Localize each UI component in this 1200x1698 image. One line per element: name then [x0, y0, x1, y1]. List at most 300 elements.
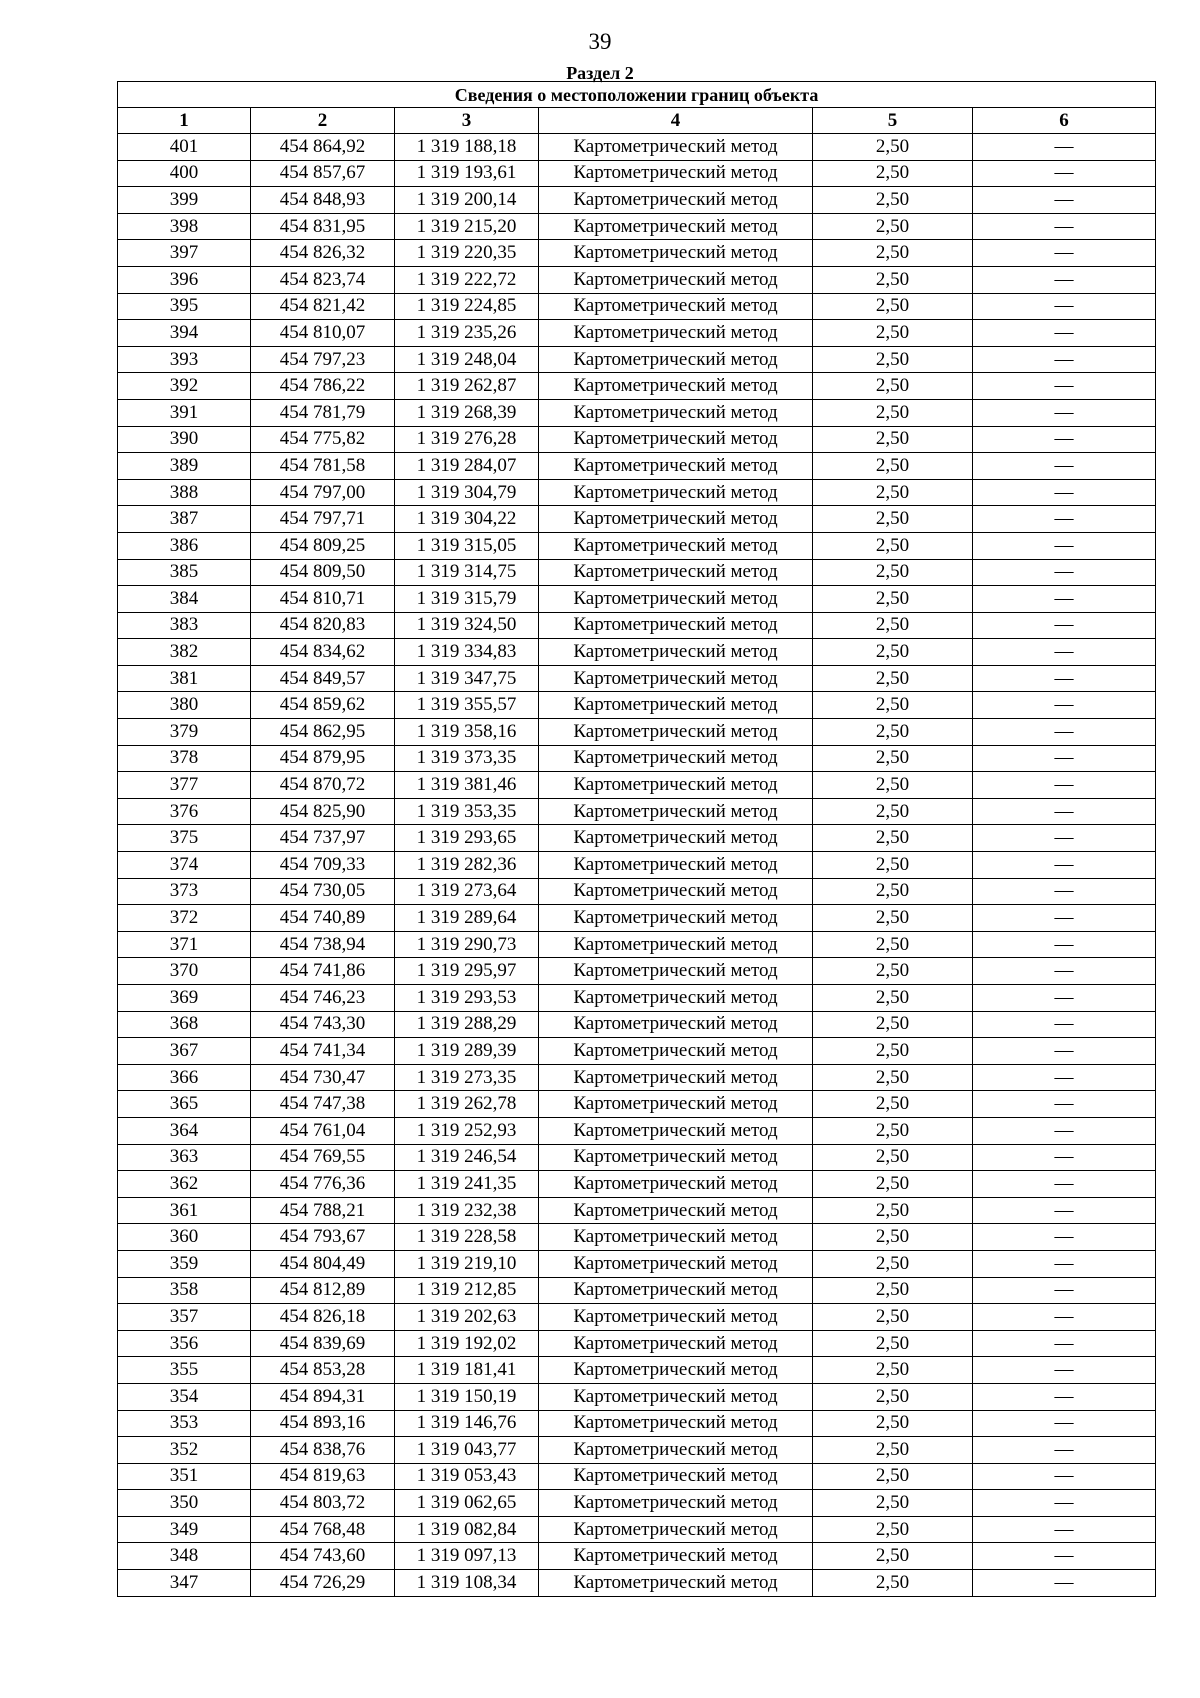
- point-number-cell: 391: [118, 399, 251, 426]
- point-number-cell: 375: [118, 825, 251, 852]
- description-cell: —: [973, 586, 1156, 613]
- y-coordinate-cell: 1 319 334,83: [395, 639, 539, 666]
- method-cell: Картометрический метод: [539, 692, 813, 719]
- table-row: [118, 745, 1156, 772]
- point-number-cell: 396: [118, 266, 251, 293]
- method-cell: Картометрический метод: [539, 1064, 813, 1091]
- accuracy-cell: 2,50: [813, 479, 973, 506]
- x-coordinate-cell: 454 797,23: [251, 346, 395, 373]
- table-row: [118, 479, 1156, 506]
- table-row: [118, 1543, 1156, 1570]
- accuracy-cell: 2,50: [813, 293, 973, 320]
- point-number-cell: 349: [118, 1516, 251, 1543]
- y-coordinate-cell: 1 319 097,13: [395, 1543, 539, 1570]
- method-cell: Картометрический метод: [539, 878, 813, 905]
- description-cell: —: [973, 772, 1156, 799]
- method-cell: Картометрический метод: [539, 426, 813, 453]
- x-coordinate-cell: 454 821,42: [251, 293, 395, 320]
- point-number-cell: 386: [118, 532, 251, 559]
- table-row: [118, 426, 1156, 453]
- x-coordinate-cell: 454 879,95: [251, 745, 395, 772]
- table-row: [118, 1224, 1156, 1251]
- y-coordinate-cell: 1 319 219,10: [395, 1250, 539, 1277]
- y-coordinate-cell: 1 319 192,02: [395, 1330, 539, 1357]
- y-coordinate-cell: 1 319 150,19: [395, 1383, 539, 1410]
- point-number-cell: 354: [118, 1383, 251, 1410]
- y-coordinate-cell: 1 319 355,57: [395, 692, 539, 719]
- table-row: [118, 958, 1156, 985]
- accuracy-cell: 2,50: [813, 1091, 973, 1118]
- y-coordinate-cell: 1 319 224,85: [395, 293, 539, 320]
- x-coordinate-cell: 454 747,38: [251, 1091, 395, 1118]
- table-row: [118, 1437, 1156, 1464]
- x-coordinate-cell: 454 730,47: [251, 1064, 395, 1091]
- x-coordinate-cell: 454 793,67: [251, 1224, 395, 1251]
- table-row: [118, 798, 1156, 825]
- point-number-cell: 376: [118, 798, 251, 825]
- description-cell: —: [973, 1064, 1156, 1091]
- x-coordinate-cell: 454 870,72: [251, 772, 395, 799]
- y-coordinate-cell: 1 319 232,38: [395, 1197, 539, 1224]
- point-number-cell: 400: [118, 160, 251, 187]
- description-cell: —: [973, 985, 1156, 1012]
- table-row: [118, 213, 1156, 240]
- x-coordinate-cell: 454 730,05: [251, 878, 395, 905]
- y-coordinate-cell: 1 319 315,05: [395, 532, 539, 559]
- point-number-cell: 365: [118, 1091, 251, 1118]
- description-cell: —: [973, 373, 1156, 400]
- method-cell: Картометрический метод: [539, 213, 813, 240]
- description-cell: —: [973, 213, 1156, 240]
- method-cell: Картометрический метод: [539, 905, 813, 932]
- point-number-cell: 356: [118, 1330, 251, 1357]
- page-number: 39: [588, 29, 612, 54]
- column-header: 6: [973, 108, 1156, 134]
- accuracy-cell: 2,50: [813, 612, 973, 639]
- x-coordinate-cell: 454 741,86: [251, 958, 395, 985]
- point-number-cell: 397: [118, 240, 251, 267]
- y-coordinate-cell: 1 319 293,65: [395, 825, 539, 852]
- y-coordinate-cell: 1 319 324,50: [395, 612, 539, 639]
- table-title: Сведения о местоположении границ объекта: [118, 82, 1156, 108]
- y-coordinate-cell: 1 319 108,34: [395, 1570, 539, 1597]
- method-cell: Картометрический метод: [539, 1277, 813, 1304]
- point-number-cell: 370: [118, 958, 251, 985]
- point-number-cell: 364: [118, 1117, 251, 1144]
- x-coordinate-cell: 454 786,22: [251, 373, 395, 400]
- table-row: [118, 612, 1156, 639]
- description-cell: —: [973, 1437, 1156, 1464]
- accuracy-cell: 2,50: [813, 1490, 973, 1517]
- method-cell: Картометрический метод: [539, 1516, 813, 1543]
- y-coordinate-cell: 1 319 347,75: [395, 665, 539, 692]
- x-coordinate-cell: 454 803,72: [251, 1490, 395, 1517]
- table-row: [118, 1117, 1156, 1144]
- y-coordinate-cell: 1 319 146,76: [395, 1410, 539, 1437]
- table-row: [118, 1410, 1156, 1437]
- y-coordinate-cell: 1 319 273,64: [395, 878, 539, 905]
- x-coordinate-cell: 454 776,36: [251, 1171, 395, 1198]
- y-coordinate-cell: 1 319 200,14: [395, 187, 539, 214]
- method-cell: Картометрический метод: [539, 1250, 813, 1277]
- table-row: [118, 1171, 1156, 1198]
- y-coordinate-cell: 1 319 290,73: [395, 931, 539, 958]
- description-cell: —: [973, 798, 1156, 825]
- method-cell: Картометрический метод: [539, 931, 813, 958]
- description-cell: —: [973, 559, 1156, 586]
- accuracy-cell: 2,50: [813, 1437, 973, 1464]
- description-cell: —: [973, 266, 1156, 293]
- description-cell: —: [973, 1330, 1156, 1357]
- accuracy-cell: 2,50: [813, 160, 973, 187]
- description-cell: —: [973, 1543, 1156, 1570]
- description-cell: —: [973, 1570, 1156, 1597]
- y-coordinate-cell: 1 319 284,07: [395, 453, 539, 480]
- table-row: [118, 905, 1156, 932]
- table-row: [118, 506, 1156, 533]
- accuracy-cell: 2,50: [813, 665, 973, 692]
- description-cell: —: [973, 1277, 1156, 1304]
- accuracy-cell: 2,50: [813, 399, 973, 426]
- method-cell: Картометрический метод: [539, 1171, 813, 1198]
- table-row: [118, 1144, 1156, 1171]
- y-coordinate-cell: 1 319 252,93: [395, 1117, 539, 1144]
- method-cell: Картометрический метод: [539, 798, 813, 825]
- method-cell: Картометрический метод: [539, 320, 813, 347]
- description-cell: —: [973, 958, 1156, 985]
- y-coordinate-cell: 1 319 293,53: [395, 985, 539, 1012]
- x-coordinate-cell: 454 859,62: [251, 692, 395, 719]
- description-cell: —: [973, 479, 1156, 506]
- accuracy-cell: 2,50: [813, 1543, 973, 1570]
- description-cell: —: [973, 852, 1156, 879]
- point-number-cell: 371: [118, 931, 251, 958]
- y-coordinate-cell: 1 319 373,35: [395, 745, 539, 772]
- method-cell: Картометрический метод: [539, 134, 813, 161]
- y-coordinate-cell: 1 319 381,46: [395, 772, 539, 799]
- description-cell: —: [973, 639, 1156, 666]
- method-cell: Картометрический метод: [539, 665, 813, 692]
- table-row: [118, 1038, 1156, 1065]
- table-row: [118, 852, 1156, 879]
- x-coordinate-cell: 454 848,93: [251, 187, 395, 214]
- method-cell: Картометрический метод: [539, 745, 813, 772]
- point-number-cell: 368: [118, 1011, 251, 1038]
- description-cell: —: [973, 931, 1156, 958]
- description-cell: —: [973, 346, 1156, 373]
- table-row: [118, 1011, 1156, 1038]
- table-row: [118, 931, 1156, 958]
- table-row: [118, 240, 1156, 267]
- method-cell: Картометрический метод: [539, 266, 813, 293]
- y-coordinate-cell: 1 319 246,54: [395, 1144, 539, 1171]
- point-number-cell: 381: [118, 665, 251, 692]
- method-cell: Картометрический метод: [539, 1091, 813, 1118]
- table-row: [118, 692, 1156, 719]
- y-coordinate-cell: 1 319 314,75: [395, 559, 539, 586]
- accuracy-cell: 2,50: [813, 1011, 973, 1038]
- y-coordinate-cell: 1 319 181,41: [395, 1357, 539, 1384]
- point-number-cell: 395: [118, 293, 251, 320]
- table-row: [118, 719, 1156, 746]
- description-cell: —: [973, 240, 1156, 267]
- y-coordinate-cell: 1 319 289,39: [395, 1038, 539, 1065]
- method-cell: Картометрический метод: [539, 479, 813, 506]
- accuracy-cell: 2,50: [813, 426, 973, 453]
- table-row: [118, 1570, 1156, 1597]
- x-coordinate-cell: 454 737,97: [251, 825, 395, 852]
- accuracy-cell: 2,50: [813, 1144, 973, 1171]
- accuracy-cell: 2,50: [813, 905, 973, 932]
- table-row: [118, 399, 1156, 426]
- point-number-cell: 348: [118, 1543, 251, 1570]
- point-number-cell: 401: [118, 134, 251, 161]
- description-cell: —: [973, 692, 1156, 719]
- x-coordinate-cell: 454 810,71: [251, 586, 395, 613]
- point-number-cell: 388: [118, 479, 251, 506]
- table-row: [118, 1330, 1156, 1357]
- x-coordinate-cell: 454 797,71: [251, 506, 395, 533]
- point-number-cell: 359: [118, 1250, 251, 1277]
- method-cell: Картометрический метод: [539, 639, 813, 666]
- point-number-cell: 374: [118, 852, 251, 879]
- table-header-row: [118, 108, 1156, 134]
- accuracy-cell: 2,50: [813, 798, 973, 825]
- x-coordinate-cell: 454 820,83: [251, 612, 395, 639]
- method-cell: Картометрический метод: [539, 1144, 813, 1171]
- accuracy-cell: 2,50: [813, 1330, 973, 1357]
- table-row: [118, 293, 1156, 320]
- point-number-cell: 358: [118, 1277, 251, 1304]
- boundary-table: [117, 81, 1156, 1597]
- point-number-cell: 353: [118, 1410, 251, 1437]
- y-coordinate-cell: 1 319 228,58: [395, 1224, 539, 1251]
- y-coordinate-cell: 1 319 082,84: [395, 1516, 539, 1543]
- y-coordinate-cell: 1 319 220,35: [395, 240, 539, 267]
- accuracy-cell: 2,50: [813, 586, 973, 613]
- table-row: [118, 665, 1156, 692]
- y-coordinate-cell: 1 319 289,64: [395, 905, 539, 932]
- point-number-cell: 347: [118, 1570, 251, 1597]
- accuracy-cell: 2,50: [813, 346, 973, 373]
- point-number-cell: 367: [118, 1038, 251, 1065]
- point-number-cell: 399: [118, 187, 251, 214]
- method-cell: Картометрический метод: [539, 1038, 813, 1065]
- x-coordinate-cell: 454 781,79: [251, 399, 395, 426]
- method-cell: Картометрический метод: [539, 612, 813, 639]
- table-row: [118, 1357, 1156, 1384]
- y-coordinate-cell: 1 319 262,87: [395, 373, 539, 400]
- table-row: [118, 1304, 1156, 1331]
- description-cell: —: [973, 134, 1156, 161]
- description-cell: —: [973, 532, 1156, 559]
- table-row: [118, 985, 1156, 1012]
- point-number-cell: 383: [118, 612, 251, 639]
- method-cell: Картометрический метод: [539, 1410, 813, 1437]
- y-coordinate-cell: 1 319 248,04: [395, 346, 539, 373]
- table-title-row: [118, 82, 1156, 108]
- y-coordinate-cell: 1 319 282,36: [395, 852, 539, 879]
- point-number-cell: 392: [118, 373, 251, 400]
- table-row: [118, 346, 1156, 373]
- point-number-cell: 390: [118, 426, 251, 453]
- accuracy-cell: 2,50: [813, 745, 973, 772]
- x-coordinate-cell: 454 826,32: [251, 240, 395, 267]
- point-number-cell: 360: [118, 1224, 251, 1251]
- accuracy-cell: 2,50: [813, 931, 973, 958]
- method-cell: Картометрический метод: [539, 1224, 813, 1251]
- x-coordinate-cell: 454 894,31: [251, 1383, 395, 1410]
- x-coordinate-cell: 454 746,23: [251, 985, 395, 1012]
- accuracy-cell: 2,50: [813, 266, 973, 293]
- method-cell: Картометрический метод: [539, 1463, 813, 1490]
- method-cell: Картометрический метод: [539, 1197, 813, 1224]
- method-cell: Картометрический метод: [539, 825, 813, 852]
- point-number-cell: 363: [118, 1144, 251, 1171]
- description-cell: —: [973, 1463, 1156, 1490]
- y-coordinate-cell: 1 319 304,22: [395, 506, 539, 533]
- x-coordinate-cell: 454 781,58: [251, 453, 395, 480]
- table-row: [118, 586, 1156, 613]
- x-coordinate-cell: 454 797,00: [251, 479, 395, 506]
- table-row: [118, 559, 1156, 586]
- x-coordinate-cell: 454 726,29: [251, 1570, 395, 1597]
- accuracy-cell: 2,50: [813, 1171, 973, 1198]
- table-row: [118, 134, 1156, 161]
- x-coordinate-cell: 454 738,94: [251, 931, 395, 958]
- point-number-cell: 361: [118, 1197, 251, 1224]
- y-coordinate-cell: 1 319 276,28: [395, 426, 539, 453]
- x-coordinate-cell: 454 834,62: [251, 639, 395, 666]
- method-cell: Картометрический метод: [539, 1357, 813, 1384]
- method-cell: Картометрический метод: [539, 1304, 813, 1331]
- y-coordinate-cell: 1 319 235,26: [395, 320, 539, 347]
- y-coordinate-cell: 1 319 295,97: [395, 958, 539, 985]
- method-cell: Картометрический метод: [539, 559, 813, 586]
- x-coordinate-cell: 454 788,21: [251, 1197, 395, 1224]
- method-cell: Картометрический метод: [539, 719, 813, 746]
- method-cell: Картометрический метод: [539, 1117, 813, 1144]
- accuracy-cell: 2,50: [813, 506, 973, 533]
- y-coordinate-cell: 1 319 288,29: [395, 1011, 539, 1038]
- x-coordinate-cell: 454 849,57: [251, 665, 395, 692]
- accuracy-cell: 2,50: [813, 1197, 973, 1224]
- description-cell: —: [973, 1490, 1156, 1517]
- table-row: [118, 1277, 1156, 1304]
- method-cell: Картометрический метод: [539, 1383, 813, 1410]
- accuracy-cell: 2,50: [813, 532, 973, 559]
- x-coordinate-cell: 454 853,28: [251, 1357, 395, 1384]
- method-cell: Картометрический метод: [539, 399, 813, 426]
- method-cell: Картометрический метод: [539, 187, 813, 214]
- description-cell: —: [973, 1224, 1156, 1251]
- accuracy-cell: 2,50: [813, 852, 973, 879]
- table-row: [118, 1463, 1156, 1490]
- x-coordinate-cell: 454 769,55: [251, 1144, 395, 1171]
- accuracy-cell: 2,50: [813, 134, 973, 161]
- description-cell: —: [973, 1197, 1156, 1224]
- accuracy-cell: 2,50: [813, 240, 973, 267]
- column-header: 5: [813, 108, 973, 134]
- x-coordinate-cell: 454 823,74: [251, 266, 395, 293]
- column-header: 1: [118, 108, 251, 134]
- accuracy-cell: 2,50: [813, 1277, 973, 1304]
- table-row: [118, 1064, 1156, 1091]
- x-coordinate-cell: 454 743,60: [251, 1543, 395, 1570]
- point-number-cell: 357: [118, 1304, 251, 1331]
- table-row: [118, 373, 1156, 400]
- accuracy-cell: 2,50: [813, 1463, 973, 1490]
- point-number-cell: 387: [118, 506, 251, 533]
- y-coordinate-cell: 1 319 212,85: [395, 1277, 539, 1304]
- x-coordinate-cell: 454 857,67: [251, 160, 395, 187]
- description-cell: —: [973, 825, 1156, 852]
- accuracy-cell: 2,50: [813, 719, 973, 746]
- method-cell: Картометрический метод: [539, 373, 813, 400]
- accuracy-cell: 2,50: [813, 985, 973, 1012]
- x-coordinate-cell: 454 775,82: [251, 426, 395, 453]
- accuracy-cell: 2,50: [813, 1570, 973, 1597]
- method-cell: Картометрический метод: [539, 1490, 813, 1517]
- description-cell: —: [973, 745, 1156, 772]
- column-header: 2: [251, 108, 395, 134]
- description-cell: —: [973, 293, 1156, 320]
- description-cell: —: [973, 320, 1156, 347]
- description-cell: —: [973, 1250, 1156, 1277]
- accuracy-cell: 2,50: [813, 1064, 973, 1091]
- x-coordinate-cell: 454 839,69: [251, 1330, 395, 1357]
- y-coordinate-cell: 1 319 358,16: [395, 719, 539, 746]
- description-cell: —: [973, 506, 1156, 533]
- description-cell: —: [973, 1357, 1156, 1384]
- description-cell: —: [973, 1038, 1156, 1065]
- point-number-cell: 379: [118, 719, 251, 746]
- description-cell: —: [973, 719, 1156, 746]
- accuracy-cell: 2,50: [813, 1383, 973, 1410]
- method-cell: Картометрический метод: [539, 1437, 813, 1464]
- method-cell: Картометрический метод: [539, 1570, 813, 1597]
- y-coordinate-cell: 1 319 193,61: [395, 160, 539, 187]
- x-coordinate-cell: 454 740,89: [251, 905, 395, 932]
- description-cell: —: [973, 905, 1156, 932]
- method-cell: Картометрический метод: [539, 240, 813, 267]
- method-cell: Картометрический метод: [539, 1543, 813, 1570]
- description-cell: —: [973, 1144, 1156, 1171]
- y-coordinate-cell: 1 319 241,35: [395, 1171, 539, 1198]
- point-number-cell: 380: [118, 692, 251, 719]
- accuracy-cell: 2,50: [813, 772, 973, 799]
- method-cell: Картометрический метод: [539, 772, 813, 799]
- x-coordinate-cell: 454 819,63: [251, 1463, 395, 1490]
- accuracy-cell: 2,50: [813, 958, 973, 985]
- x-coordinate-cell: 454 825,90: [251, 798, 395, 825]
- x-coordinate-cell: 454 838,76: [251, 1437, 395, 1464]
- description-cell: —: [973, 612, 1156, 639]
- point-number-cell: 394: [118, 320, 251, 347]
- x-coordinate-cell: 454 893,16: [251, 1410, 395, 1437]
- method-cell: Картометрический метод: [539, 160, 813, 187]
- x-coordinate-cell: 454 864,92: [251, 134, 395, 161]
- x-coordinate-cell: 454 709,33: [251, 852, 395, 879]
- y-coordinate-cell: 1 319 268,39: [395, 399, 539, 426]
- table-row: [118, 160, 1156, 187]
- x-coordinate-cell: 454 810,07: [251, 320, 395, 347]
- table-row: [118, 1250, 1156, 1277]
- x-coordinate-cell: 454 804,49: [251, 1250, 395, 1277]
- accuracy-cell: 2,50: [813, 1357, 973, 1384]
- method-cell: Картометрический метод: [539, 506, 813, 533]
- y-coordinate-cell: 1 319 304,79: [395, 479, 539, 506]
